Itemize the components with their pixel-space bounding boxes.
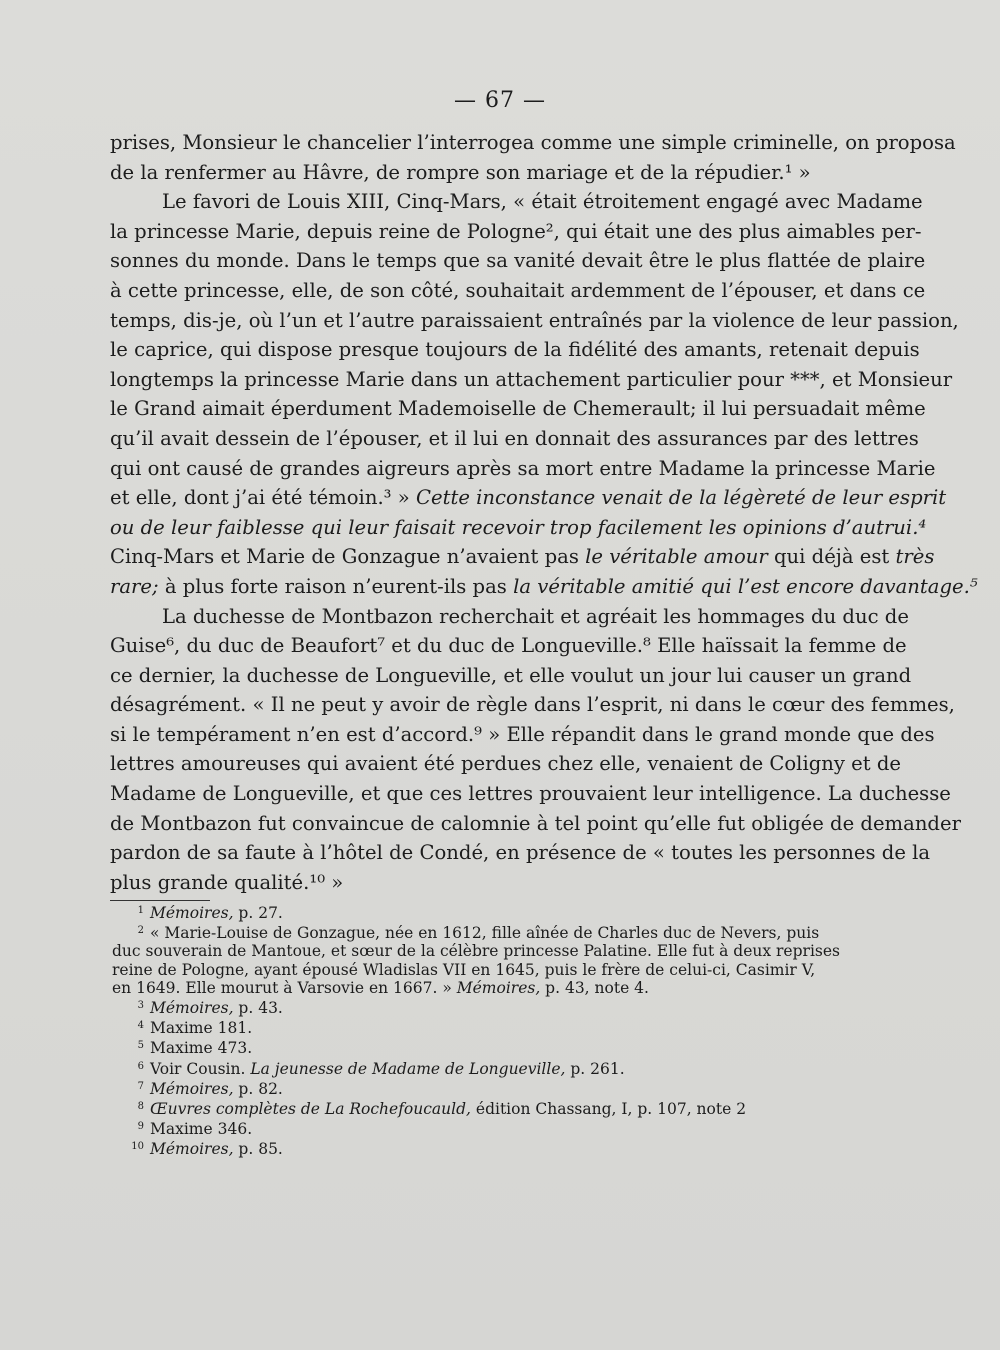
- line-text: qui ont causé de grandes aigreurs après sa mort entre Madame la princesse Marie: [110, 456, 936, 480]
- footnote-line: [112, 961, 902, 979]
- footnote-text: Voir Cousin.: [150, 1059, 246, 1078]
- footnote-tail: p. 261.: [565, 1059, 625, 1078]
- line-text: Le favori de Louis XIII, Cinq-Mars, « était étroitement engagé avec Madame: [162, 190, 923, 214]
- footnote-line: [112, 1118, 902, 1138]
- line-text: si le tempérament n’en est d’accord.⁹ » Elle répandit dans le grand monde que des: [110, 722, 935, 746]
- line-text: prises, Monsieur le chancelier l’interrogea comme une simple criminelle, on proposa: [110, 131, 956, 154]
- line-italic-tail: la véritable amitié qui l’est encore davantage.⁵: [506, 574, 978, 598]
- footnote-number: 6: [137, 1060, 144, 1072]
- text-line: [110, 128, 956, 158]
- text-line: [110, 483, 947, 513]
- line-text: le Grand aimait éperdument Mademoiselle de Chemerault; il lui persuadait même: [110, 397, 926, 421]
- footnote-text: p. 43.: [233, 999, 283, 1018]
- line-text: de la renfermer au Hâvre, de rompre son mariage et de la répudier.¹ »: [110, 160, 811, 184]
- footnote-italic: Mémoires,: [451, 978, 541, 997]
- text-line: [110, 542, 935, 572]
- line-text: La duchesse de Montbazon recherchait et agréait les hommages du duc de: [162, 604, 909, 628]
- text-line: [110, 602, 909, 632]
- footnote-text: en 1649. Elle mourut à Varsovie en 1667. »: [112, 978, 452, 997]
- footnote-number: 9: [137, 1121, 144, 1133]
- line-text: temps, dis-je, où l’un et l’autre paraissaient entraînés par la violence de leur passion,: [110, 308, 959, 332]
- text-line: [110, 424, 919, 454]
- line-text: désagrément. « Il ne peut y avoir de règle dans l’esprit, ni dans le cœur des femmes,: [110, 693, 955, 717]
- text-line: [110, 809, 961, 839]
- footnote-italic: Mémoires,: [150, 1079, 234, 1098]
- footnote-number: 10: [131, 1141, 144, 1153]
- line-text: lettres amoureuses qui avaient été perdues chez elle, venaient de Coligny et de: [110, 752, 902, 776]
- line-italic-text: rare;: [110, 574, 159, 598]
- footnote-text: Maxime 473.: [150, 1039, 253, 1058]
- line-italic-text: ou de leur faiblesse qui leur faisait recevoir trop facilement les opinions d’autrui.⁴: [110, 515, 927, 539]
- text-line: [110, 276, 926, 306]
- line-text: le caprice, qui dispose presque toujours de la fidélité des amants, retenait depuis: [110, 338, 920, 362]
- footnote-text: p. 85.: [233, 1140, 283, 1159]
- footnotes: [112, 902, 902, 1159]
- text-line: [110, 217, 922, 247]
- text-line: [110, 749, 900, 779]
- footnote-text: édition Chassang, I, p. 107, note 2: [470, 1100, 747, 1119]
- text-line: [110, 690, 955, 720]
- footnote-number: 7: [137, 1080, 144, 1092]
- footnote-line: [112, 1037, 902, 1057]
- footnote-number: 2: [137, 925, 144, 937]
- text-line: [110, 187, 923, 217]
- footnote-line: [112, 902, 902, 922]
- footnote-italic: Mémoires,: [150, 904, 234, 922]
- line-text: plus grande qualité.¹⁰ »: [110, 870, 344, 894]
- text-line: [110, 365, 953, 395]
- footnote-text: Maxime 181.: [150, 1019, 253, 1038]
- text-line: [110, 394, 926, 424]
- line-text: qu’il avait dessein de l’épouser, et il lui en donnait des assurances par des lettres: [110, 426, 919, 450]
- footnote-text: p. 27.: [233, 904, 283, 922]
- main-text: [110, 128, 978, 897]
- text-line: [110, 335, 920, 365]
- line-text: à cette princesse, elle, de son côté, souhaitait ardemment de l’épouser, et dans ce: [110, 278, 926, 302]
- footnote-text: duc souverain de Mantoue, et sœur de la célèbre princesse Palatine. Elle fut à deux reprises: [112, 942, 840, 961]
- text-line: [110, 246, 926, 276]
- footnote-line: [112, 979, 902, 997]
- footnote-number: 5: [137, 1040, 144, 1052]
- line-text: et elle, dont j’ai été témoin.³ »: [110, 486, 410, 510]
- footnote-rule: [110, 900, 210, 901]
- text-line: [110, 513, 927, 543]
- footnote-line: [112, 1058, 902, 1078]
- footnote-italic: Mémoires,: [150, 999, 234, 1018]
- text-line: [110, 454, 936, 484]
- footnote-text: p. 82.: [233, 1079, 283, 1098]
- line-text: pardon de sa faute à l’hôtel de Condé, en présence de « toutes les personnes de la: [110, 841, 931, 865]
- line-text: longtemps la princesse Marie dans un attachement particulier pour ***, et Monsieur: [110, 367, 953, 391]
- line-text: sonnes du monde. Dans le temps que sa vanité devait être le plus flattée de plaire: [110, 249, 926, 273]
- footnote-line: [112, 942, 902, 960]
- line-text: de Montbazon fut convaincue de calomnie à tel point qu’elle fut obligée de demander: [110, 811, 961, 835]
- line-text: la princesse Marie, depuis reine de Pologne², qui était une des plus aimables per-: [110, 219, 922, 243]
- footnote-number: 4: [137, 1020, 144, 1032]
- text-line: [110, 720, 935, 750]
- text-line: [110, 661, 912, 691]
- footnote-text: reine de Pologne, ayant épousé Wladislas VII en 1645, puis le frère de celui-ci, Casimir V,: [112, 960, 816, 979]
- footnote-text: Maxime 346.: [150, 1120, 253, 1139]
- footnote-line: [112, 1138, 902, 1158]
- line-text: ce dernier, la duchesse de Longueville, et elle voulut un jour lui causer un grand: [110, 663, 912, 687]
- line-italic-tail: Cette inconstance venait de la légèreté de leur esprit: [409, 486, 947, 510]
- line-tail: à plus forte raison n’eurent-ils pas: [158, 574, 507, 598]
- text-line: [110, 838, 931, 868]
- line-text: Madame de Longueville, et que ces lettres prouvaient leur intelligence. La duchesse: [110, 782, 951, 806]
- footnote-line: [112, 1098, 902, 1118]
- text-line: [110, 779, 951, 809]
- footnote-line: [112, 922, 902, 942]
- footnote-number: 3: [137, 1000, 144, 1012]
- page-number: — 67 —: [454, 88, 546, 113]
- line-tail-2: qui déjà est: [767, 545, 890, 569]
- text-line: [110, 306, 959, 336]
- footnote-tail: p. 43, note 4.: [540, 978, 649, 997]
- line-italic-tail-2: très: [889, 545, 935, 569]
- footnote-number: 1: [137, 905, 144, 916]
- line-text: Cinq-Mars et Marie de Gonzague n’avaient pas: [110, 545, 579, 569]
- footnote-italic: La jeunesse de Madame de Longueville,: [245, 1059, 566, 1078]
- footnote-italic: Œuvres complètes de La Rochefoucauld,: [150, 1100, 471, 1119]
- text-line: [110, 631, 907, 661]
- footnote-line: [112, 997, 902, 1017]
- text-line: [110, 158, 900, 188]
- footnote-line: [112, 1017, 902, 1037]
- text-line: [110, 572, 978, 602]
- footnote-italic: Mémoires,: [150, 1140, 234, 1159]
- text-line: [110, 868, 900, 898]
- line-text: Guise⁶, du duc de Beaufort⁷ et du duc de Longueville.⁸ Elle haïssait la femme de: [110, 634, 907, 658]
- footnote-line: [112, 1078, 902, 1098]
- footnote-text: « Marie-Louise de Gonzague, née en 1612, fille aînée de Charles duc de Nevers, puis: [150, 924, 820, 943]
- line-italic-tail: le véritable amour: [578, 545, 768, 569]
- footnote-number: 8: [137, 1101, 144, 1113]
